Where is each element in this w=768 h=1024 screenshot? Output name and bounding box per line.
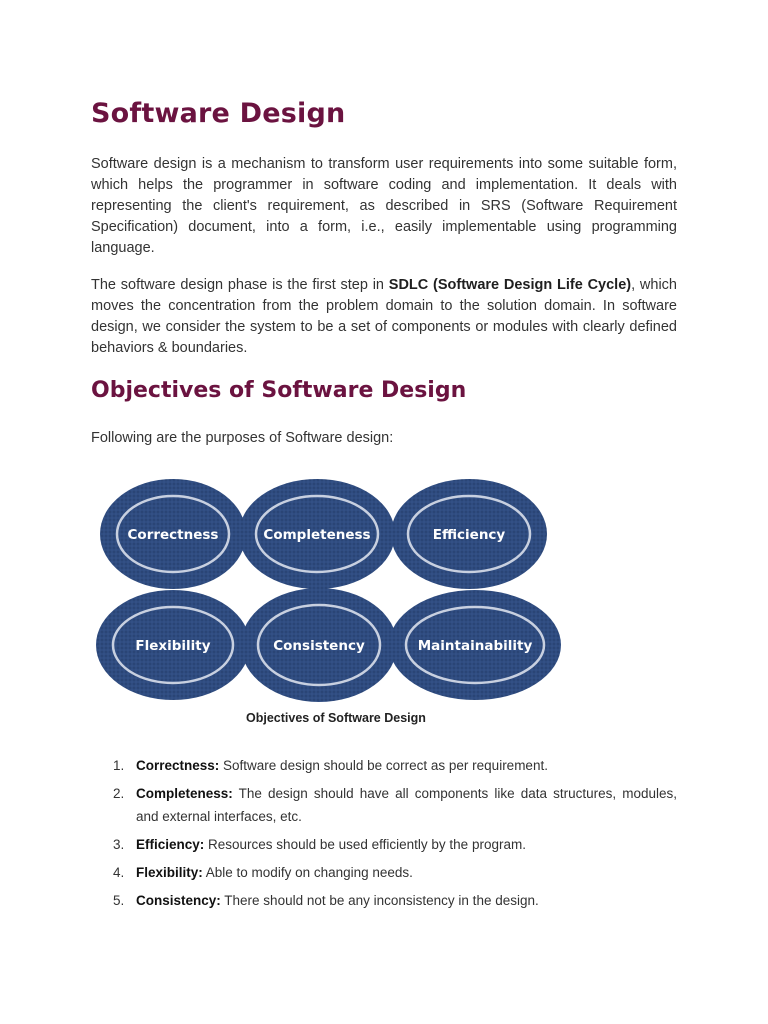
list-text: Software design should be correct as per requirement. [219, 758, 548, 773]
list-item [91, 754, 677, 777]
objectives-diagram-svg [93, 475, 563, 705]
sdlc-paragraph-after: , which moves the concentration from the problem domain to the solution domain. In software design, we consider the system to be a set of components or modules with clearly defined behaviors & boundaries. [91, 277, 677, 356]
list-item [91, 889, 677, 912]
sdlc-term: SDLC (Software Design Life Cycle) [388, 277, 632, 293]
list-item [91, 782, 677, 828]
objective-label: Consistency [273, 638, 365, 654]
sdlc-paragraph-before: The software design phase is the first step in [91, 277, 389, 293]
section-intro: Following are the purposes of Software design: [91, 430, 394, 446]
list-term: Correctness: [136, 758, 220, 773]
objective-label: Maintainability [417, 638, 533, 654]
objective-label: Correctness [127, 527, 219, 543]
list-text: The design should have all components like data structures, modules, and external interfaces, etc. [136, 786, 677, 824]
list-term: Flexibility: [136, 865, 203, 880]
list-number: 4. [113, 865, 125, 880]
objective-label: Flexibility [135, 638, 211, 654]
intro-paragraph: Software design is a mechanism to transform user requirements into some suitable form, which helps the programmer in software coding and implementation. It deals with representing the client's requirement, as described in SRS (Software Requirement Specification) document, into a form, i.e., easily implementable using programming language. [91, 156, 677, 256]
list-number: 2. [113, 786, 125, 801]
objective-node-efficiency [391, 479, 547, 589]
objective-node-flexibility [96, 590, 250, 700]
objectives-list [91, 754, 677, 917]
list-text: Able to modify on changing needs. [202, 865, 413, 880]
objective-node-completeness [239, 479, 395, 589]
objective-node-correctness [100, 479, 246, 589]
sdlc-paragraph [91, 275, 677, 359]
list-item [91, 833, 677, 856]
section-heading: Objectives of Software Design [91, 378, 467, 403]
list-number: 5. [113, 893, 125, 908]
diagram-caption: Objectives of Software Design [246, 711, 426, 725]
list-text: Resources should be used efficiently by the program. [204, 837, 526, 852]
list-term: Consistency: [136, 893, 221, 908]
page-title: Software Design [91, 98, 346, 129]
list-number: 1. [113, 758, 125, 773]
list-term: Efficiency: [136, 837, 205, 852]
objective-label: Completeness [263, 527, 371, 543]
list-term: Completeness: [136, 786, 233, 801]
objectives-diagram [93, 475, 563, 705]
objective-node-maintainability [389, 590, 561, 700]
objective-node-consistency [241, 588, 397, 702]
list-text: There should not be any inconsistency in the design. [220, 893, 539, 908]
list-number: 3. [113, 837, 125, 852]
list-item [91, 861, 677, 884]
objective-label: Efficiency [432, 527, 506, 543]
